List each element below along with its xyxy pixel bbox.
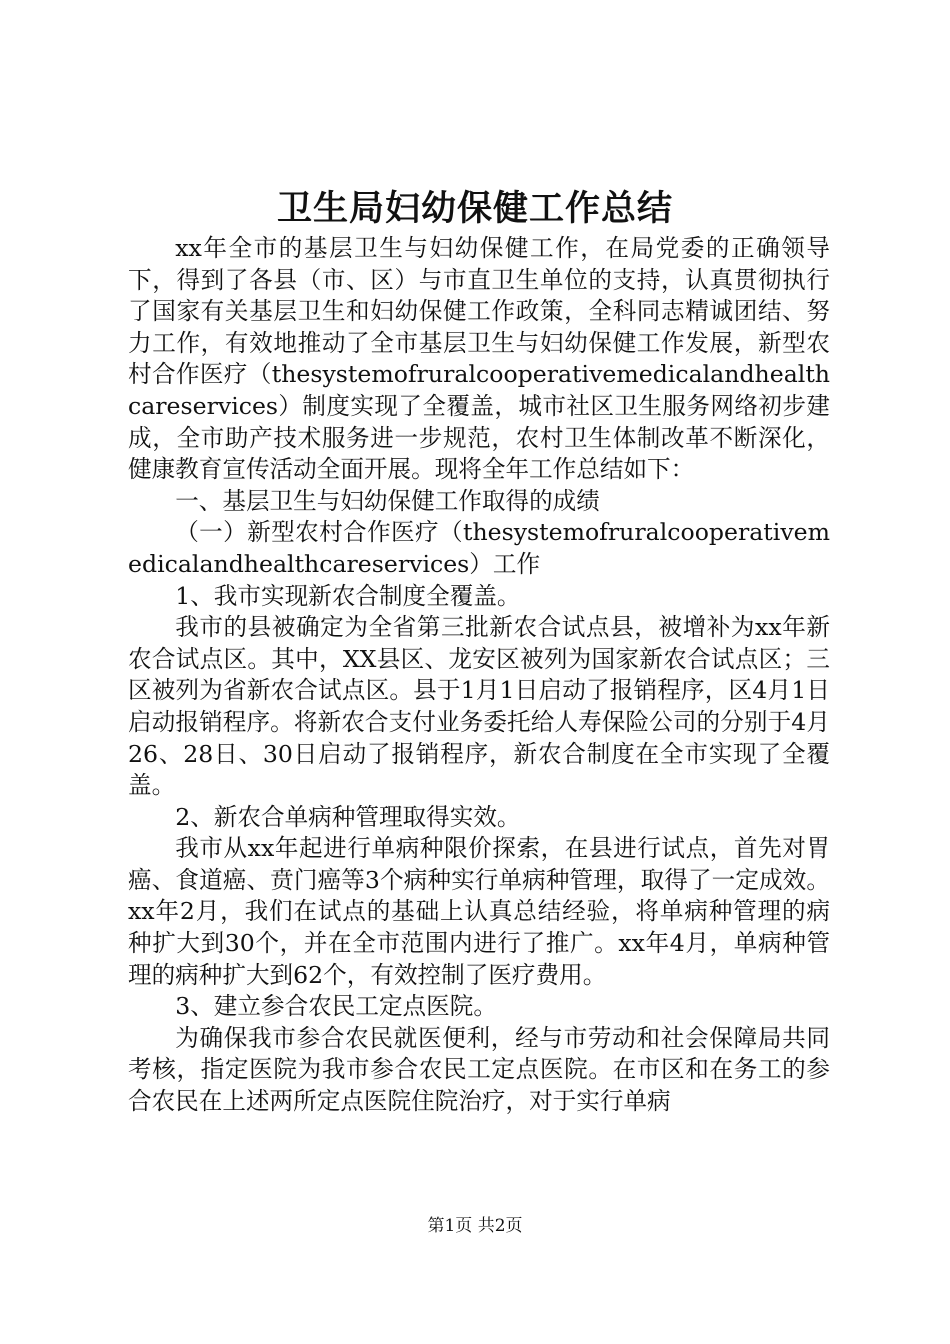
paragraph-item-3: 为确保我市参合农民就医便利，经与市劳动和社会保障局共同考核，指定医院为我市参合农民工定点医院。在市区和在务工的参合农民在上述两所定点医院住院治疗，对于实行单病 [128, 1023, 830, 1116]
document-title: 卫生局妇幼保健工作总结 [276, 188, 673, 229]
paragraph-intro: xx年全市的基层卫生与妇幼保健工作，在局党委的正确领导下，得到了各县（市、区）与市直卫生单位的支持，认真贯彻执行了国家有关基层卫生和妇幼保健工作政策，全科同志精诚团结、努力工作，有效地推动了全市基层卫生与妇幼保健工作发展，新型农村合作医疗（thesystemofruralcooperativemedicalandhealthcareservices）制度实现了全覆盖，城市社区卫生服务网络初步建成，全市助产技术服务进一步规范，农村卫生体制改革不断深化，健康教育宣传活动全面开展。现将全年工作总结如下： [128, 234, 830, 484]
item-heading-3: 3、建立参合农民工定点医院。 [175, 992, 497, 1021]
paragraph-item-2: 我市从xx年起进行单病种限价探索，在县进行试点，首先对胃癌、食道癌、贲门癌等3个病种实行单病种管理，取得了一定成效。xx年2月，我们在试点的基础上认真总结经验，将单病种管理的病种扩大到30个，并在全市范围内进行了推广。xx年4月，单病种管理的病种扩大到62个，有效控制了医疗费用。 [128, 834, 830, 989]
item-heading-2: 2、新农合单病种管理取得实效。 [175, 802, 521, 831]
subsection-heading-1: （一）新型农村合作医疗（thesystemofruralcooperativemedicalandhealthcareservices）工作 [128, 518, 830, 578]
page-footer: 第1页 共2页 [427, 1216, 523, 1236]
section-heading-1: 一、基层卫生与妇幼保健工作取得的成绩 [175, 486, 600, 515]
item-heading-1: 1、我市实现新农合制度全覆盖。 [175, 581, 521, 610]
paragraph-item-1: 我市的县被确定为全省第三批新农合试点县，被增补为xx年新农合试点区。其中，XX县区、龙安区被列为国家新农合试点区；三区被列为省新农合试点区。县于1月1日启动了报销程序，区4月1日启动报销程序。将新农合支付业务委托给人寿保险公司的分别于4月26、28日、30日启动了报销程序，新农合制度在全市实现了全覆盖。 [128, 613, 830, 800]
document-body [128, 233, 830, 1118]
